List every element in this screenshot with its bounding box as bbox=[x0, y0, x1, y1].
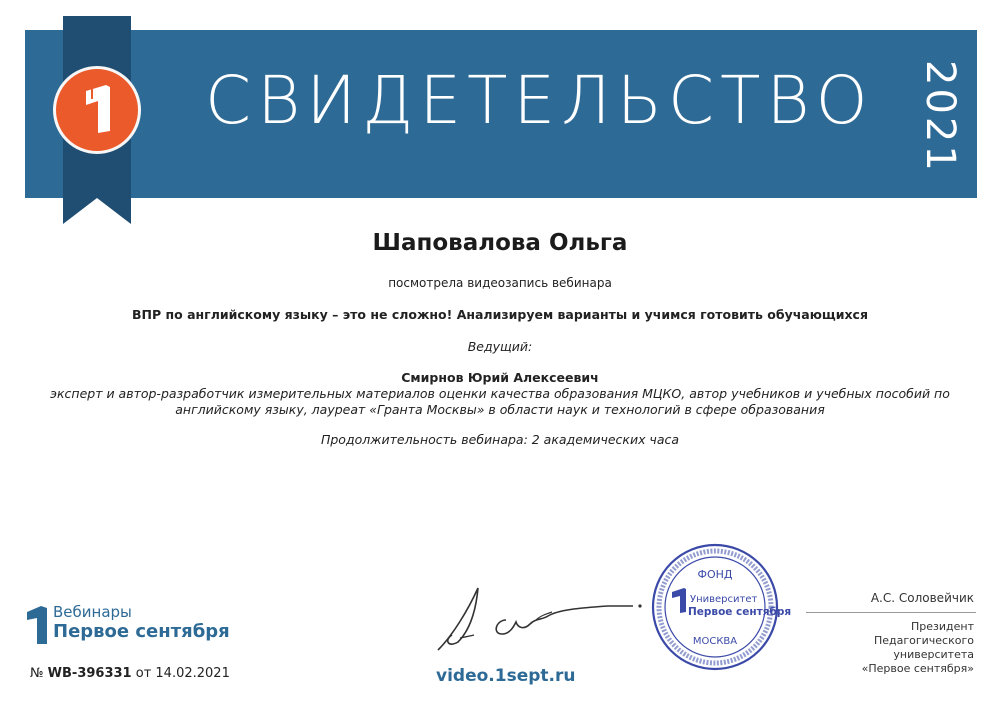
certificate-year: 2021 bbox=[917, 60, 963, 174]
number-one-icon bbox=[25, 604, 49, 644]
signer-title-line: Педагогического университета bbox=[873, 634, 974, 661]
stamp-label-bottom: МОСКВА bbox=[692, 636, 738, 647]
host-name: Смирнов Юрий Алексеевич bbox=[401, 370, 599, 385]
date-prefix: от bbox=[135, 666, 152, 681]
number-prefix: № bbox=[30, 666, 44, 681]
logo-line2: Первое сентября bbox=[53, 621, 230, 642]
signature-line bbox=[806, 612, 976, 613]
stamp-label-mid1: Университет bbox=[690, 594, 758, 605]
signer-title-line: Президент bbox=[911, 620, 974, 633]
host-description-line: эксперт и автор-разработчик измерительных материалов оценки качества образования МЦКО, автор учебников и учебных пособий по bbox=[50, 386, 950, 401]
recipient-action: посмотрела видеозапись вебинара bbox=[388, 276, 612, 290]
logo-badge bbox=[53, 66, 141, 154]
signature bbox=[418, 580, 648, 660]
certificate-title: СВИДЕТЕЛЬСТВО bbox=[205, 62, 874, 139]
number-one-icon bbox=[56, 69, 138, 151]
date-value: 14.02.2021 bbox=[155, 666, 230, 681]
number-value: WB-396331 bbox=[47, 666, 132, 681]
logo-line1: Вебинары bbox=[53, 603, 132, 621]
number-one-icon bbox=[672, 588, 686, 613]
webinar-topic: ВПР по английскому языку – это не сложно! Анализируем варианты и учимся готовить обучающихся bbox=[132, 307, 868, 322]
webinar-duration: Продолжительность вебинара: 2 академических часа bbox=[320, 432, 680, 447]
signer-title bbox=[790, 620, 974, 676]
website-link[interactable]: video.1sept.ru bbox=[436, 666, 576, 686]
stamp-label-mid2: Первое сентября bbox=[688, 606, 792, 618]
host-description-line: английскому языку, лауреат «Гранта Москвы» в области наук и технологий в сфере образования bbox=[175, 402, 825, 417]
host-description bbox=[30, 386, 970, 418]
signer-title-line: «Первое сентября» bbox=[861, 662, 974, 675]
stamp bbox=[650, 540, 792, 675]
stamp-label-top: ФОНД bbox=[697, 568, 733, 581]
webinars-logo bbox=[25, 602, 230, 646]
recipient-name: Шаповалова Ольга bbox=[372, 230, 628, 256]
signer-name: А.С. Соловейчик bbox=[870, 591, 974, 605]
certificate-number bbox=[30, 666, 230, 681]
host-label: Ведущий: bbox=[467, 339, 533, 354]
